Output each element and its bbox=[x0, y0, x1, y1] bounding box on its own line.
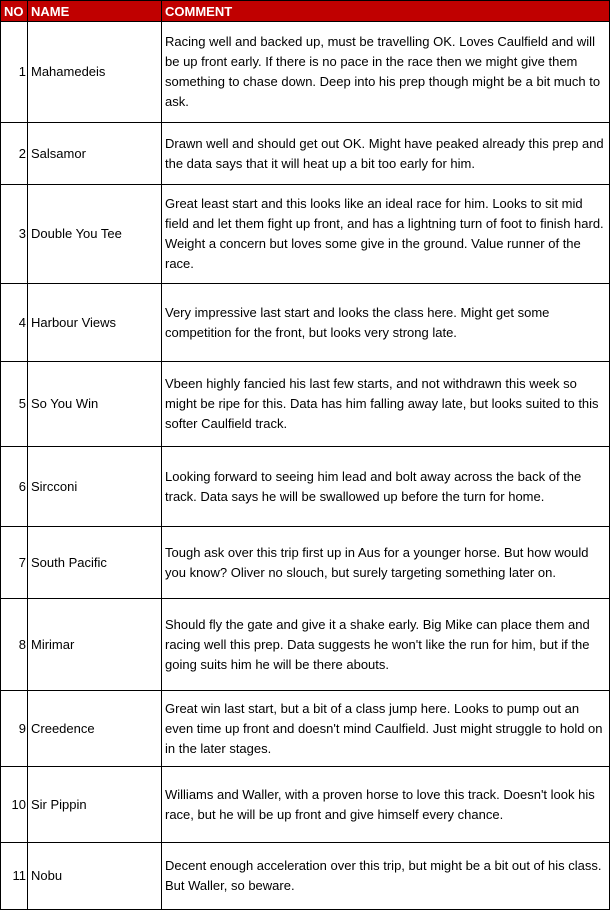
runner-comment: Drawn well and should get out OK. Might have peaked already this prep and the data says that it will heat up a bit too early for him. bbox=[162, 123, 610, 185]
header-name: NAME bbox=[28, 1, 162, 22]
runner-number: 6 bbox=[1, 447, 28, 527]
runner-comment: Should fly the gate and give it a shake early. Big Mike can place them and racing well this prep. Data suggests he won't like the run for him, but if the going suits him he will be there abouts. bbox=[162, 599, 610, 691]
runner-comment: Great win last start, but a bit of a class jump here. Looks to pump out an even time up front and doesn't mind Caulfield. Just might struggle to hold on in the later stages. bbox=[162, 691, 610, 767]
runner-name: South Pacific bbox=[28, 527, 162, 599]
header-no: NO bbox=[1, 1, 28, 22]
runner-comment: Very impressive last start and looks the class here. Might get some competition for the front, but looks very strong late. bbox=[162, 284, 610, 362]
runner-comment: Tough ask over this trip first up in Aus for a younger horse. But how would you know? Oliver no slouch, but surely targeting something later on. bbox=[162, 527, 610, 599]
header-comment: COMMENT bbox=[162, 1, 610, 22]
runner-name: Salsamor bbox=[28, 123, 162, 185]
header-row bbox=[1, 1, 610, 22]
runner-name: So You Win bbox=[28, 362, 162, 447]
table-row bbox=[1, 123, 610, 185]
table-row bbox=[1, 527, 610, 599]
runner-comment: Racing well and backed up, must be travelling OK. Loves Caulfield and will be up front early. If there is no pace in the race then we might give them something to chase down. Deep into his prep though might be a bit much to ask. bbox=[162, 22, 610, 123]
runner-number: 5 bbox=[1, 362, 28, 447]
runner-number: 9 bbox=[1, 691, 28, 767]
runner-name: Sircconi bbox=[28, 447, 162, 527]
runner-comment: Williams and Waller, with a proven horse to love this track. Doesn't look his race, but he will be up front and give himself every chance. bbox=[162, 767, 610, 843]
table-row bbox=[1, 843, 610, 910]
table-row bbox=[1, 447, 610, 527]
runner-comment: Looking forward to seeing him lead and bolt away across the back of the track. Data says he will be swallowed up before the turn for home. bbox=[162, 447, 610, 527]
runner-number: 4 bbox=[1, 284, 28, 362]
runner-name: Creedence bbox=[28, 691, 162, 767]
table-row bbox=[1, 284, 610, 362]
table-row bbox=[1, 599, 610, 691]
table-row bbox=[1, 22, 610, 123]
table-row bbox=[1, 691, 610, 767]
runner-comment: Decent enough acceleration over this trip, but might be a bit out of his class. But Waller, so beware. bbox=[162, 843, 610, 910]
runner-comment: Vbeen highly fancied his last few starts, and not withdrawn this week so might be ripe for this. Data has him falling away late, but looks suited to this softer Caulfield track. bbox=[162, 362, 610, 447]
runner-comment: Great least start and this looks like an ideal race for him. Looks to sit mid field and let them fight up front, and has a lightning turn of foot to finish hard. Weight a concern but loves some give in the ground. Value runner of the race. bbox=[162, 185, 610, 284]
table-row bbox=[1, 362, 610, 447]
runner-name: Mirimar bbox=[28, 599, 162, 691]
runner-name: Mahamedeis bbox=[28, 22, 162, 123]
table-row bbox=[1, 767, 610, 843]
runner-name: Nobu bbox=[28, 843, 162, 910]
runner-name: Sir Pippin bbox=[28, 767, 162, 843]
table-row bbox=[1, 185, 610, 284]
runner-number: 2 bbox=[1, 123, 28, 185]
runner-number: 1 bbox=[1, 22, 28, 123]
runner-number: 7 bbox=[1, 527, 28, 599]
runner-name: Harbour Views bbox=[28, 284, 162, 362]
runner-number: 8 bbox=[1, 599, 28, 691]
runner-number: 10 bbox=[1, 767, 28, 843]
runner-name: Double You Tee bbox=[28, 185, 162, 284]
runner-number: 11 bbox=[1, 843, 28, 910]
runner-number: 3 bbox=[1, 185, 28, 284]
